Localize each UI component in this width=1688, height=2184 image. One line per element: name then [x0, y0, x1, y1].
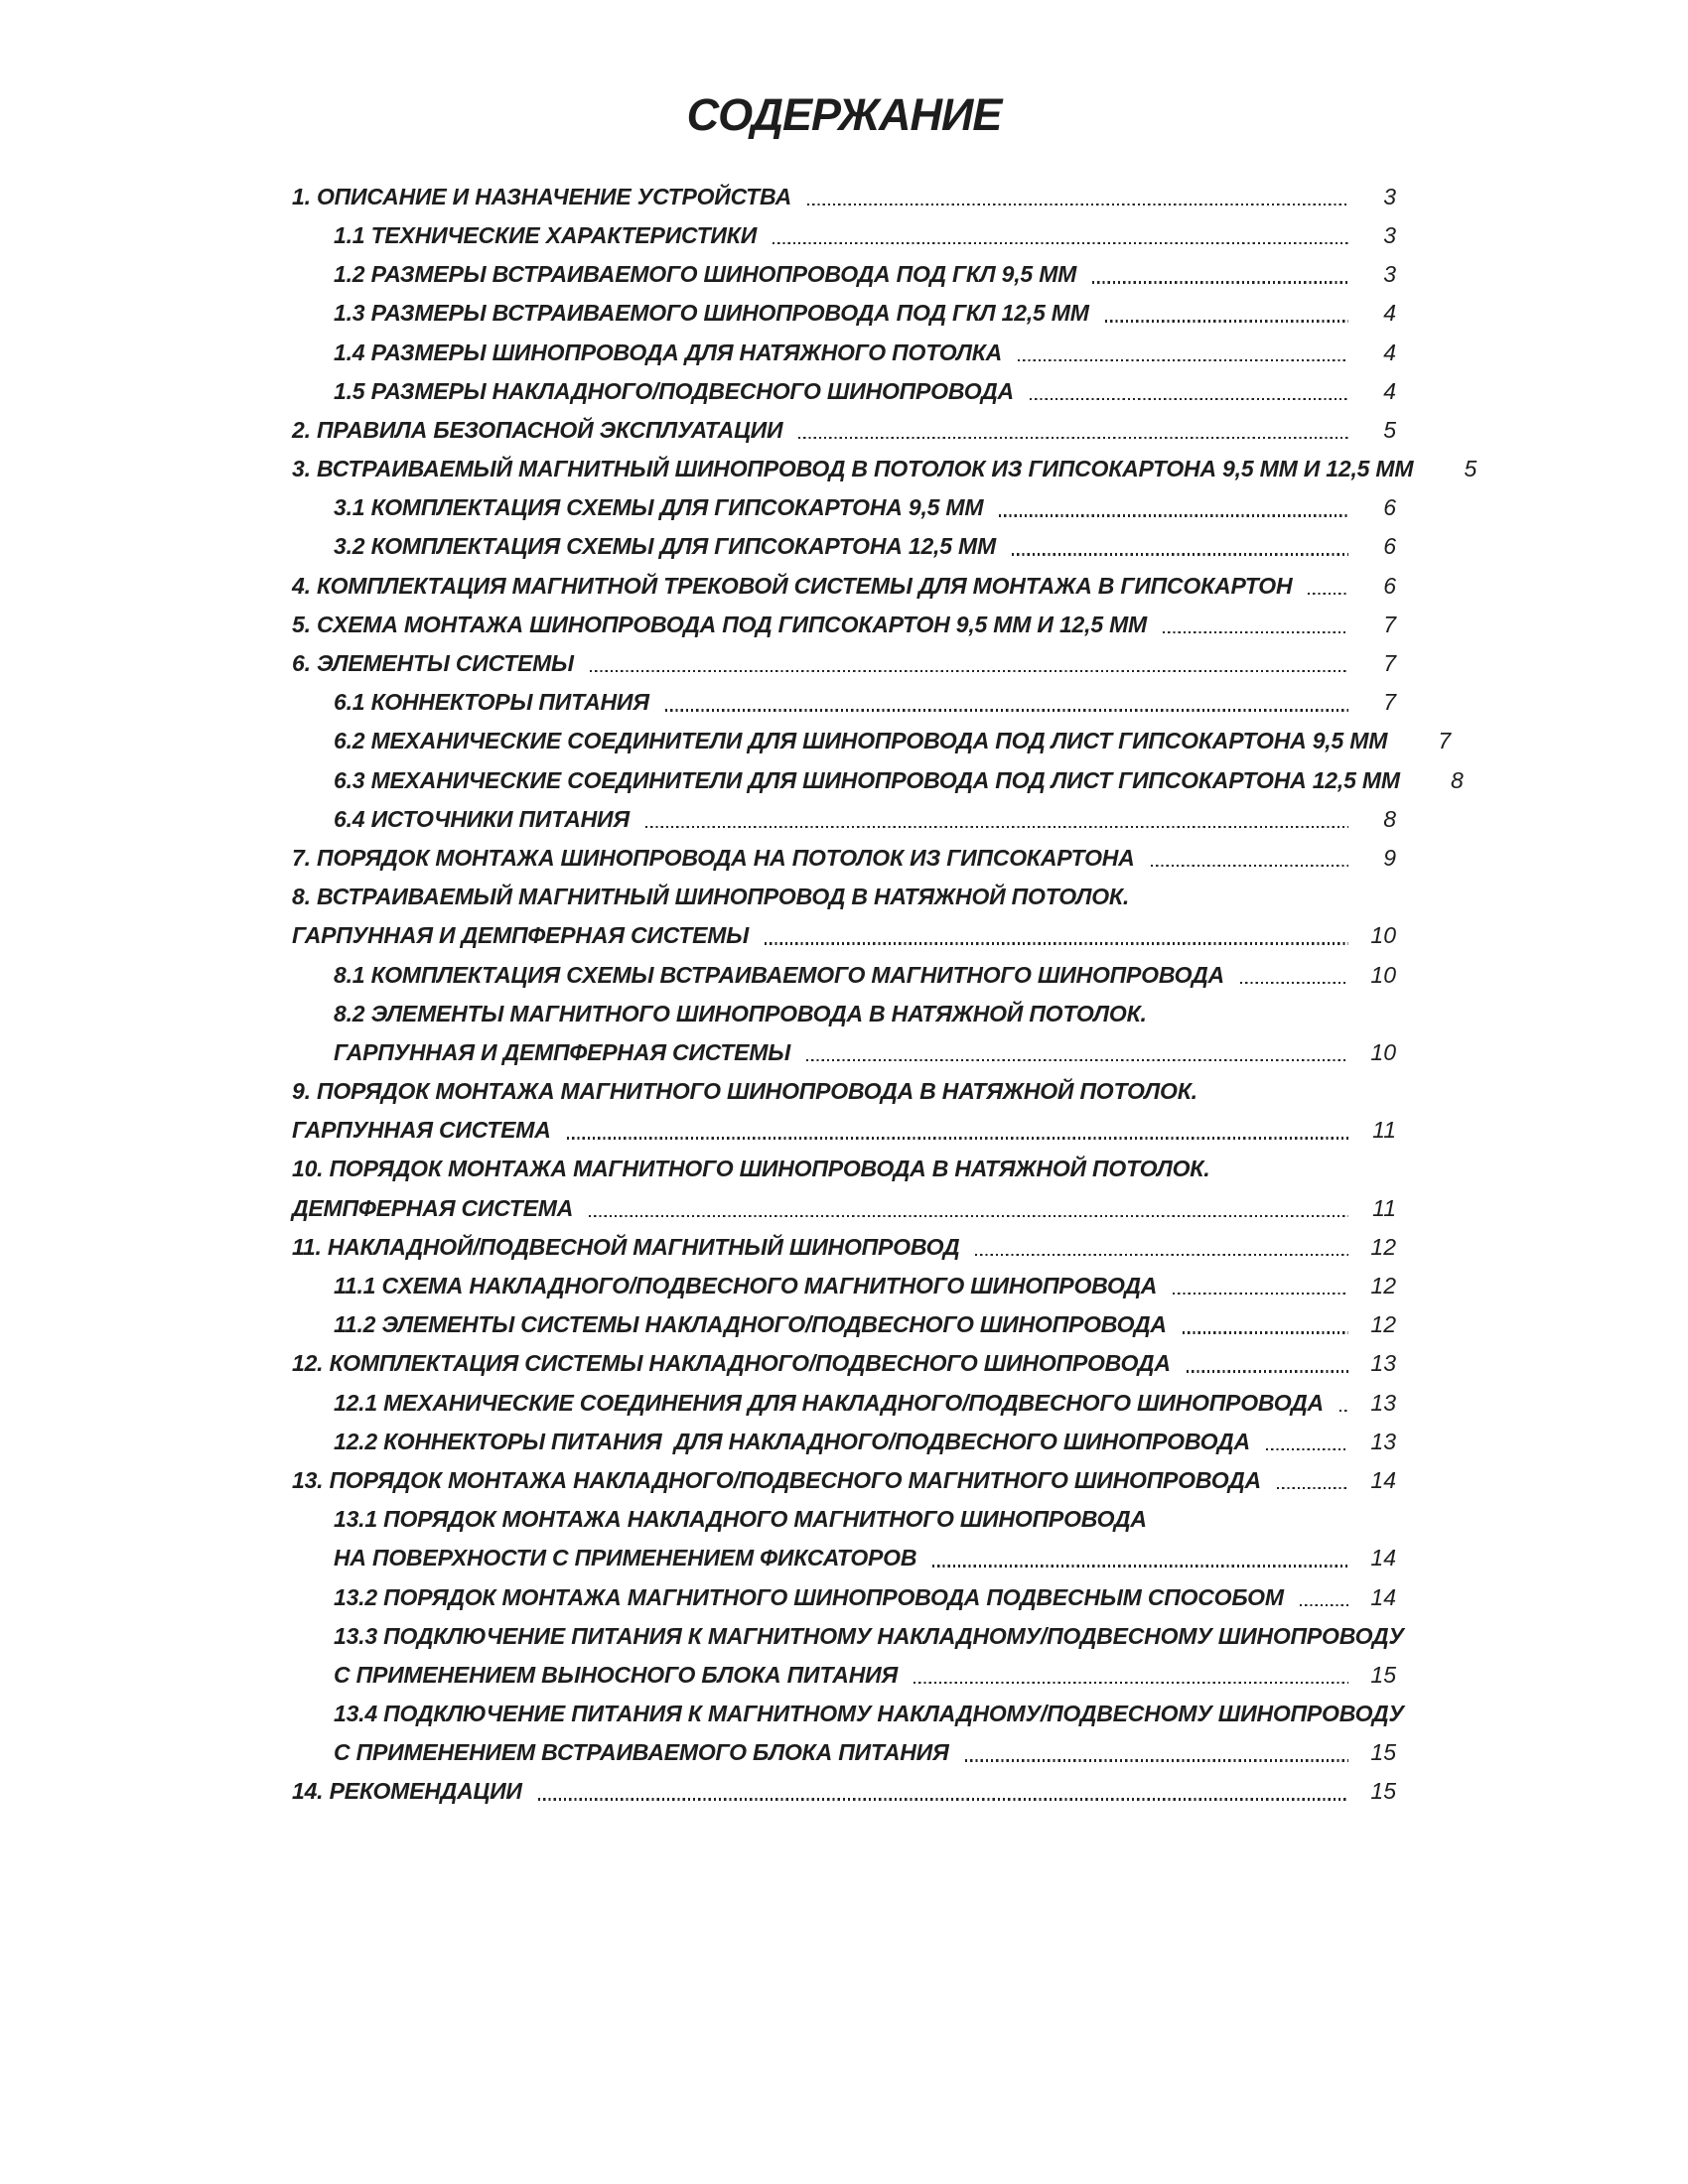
toc-page-number: 11	[1372, 1194, 1396, 1221]
toc-page-number: 3	[1383, 183, 1396, 209]
toc-entry	[292, 988, 1396, 1026]
dotted-leader	[1163, 631, 1348, 633]
toc-entry-text: 10. ПОРЯДОК МОНТАЖА МАГНИТНОГО ШИНОПРОВОДА В НАТЯЖНОЙ ПОТОЛОК.	[292, 1156, 1210, 1182]
toc-entry-text: НА ПОВЕРХНОСТИ С ПРИМЕНЕНИЕМ ФИКСАТОРОВ	[334, 1545, 917, 1571]
toc-entry	[292, 365, 1396, 404]
toc-page-number: 6	[1383, 494, 1396, 521]
toc-page-number: 14	[1370, 1466, 1396, 1493]
dotted-leader	[807, 204, 1348, 205]
toc-page-number: 13	[1370, 1350, 1396, 1377]
toc-entry	[292, 1649, 1396, 1688]
dotted-leader	[1277, 1487, 1348, 1489]
toc-page-number: 13	[1370, 1428, 1396, 1454]
toc-page-number: 9	[1383, 844, 1396, 871]
toc-page-number: 10	[1370, 961, 1396, 988]
toc-entry-text: 9. ПОРЯДОК МОНТАЖА МАГНИТНОГО ШИНОПРОВОДА В НАТЯЖНОЙ ПОТОЛОК.	[292, 1078, 1197, 1105]
toc-entry-text: 6. ЭЛЕМЕНТЫ СИСТЕМЫ	[292, 650, 574, 676]
toc-page-number: 10	[1370, 922, 1396, 949]
toc-entry-text: 1. ОПИСАНИЕ И НАЗНАЧЕНИЕ УСТРОЙСТВА	[292, 183, 791, 209]
toc-entry	[292, 1065, 1396, 1104]
toc-entry	[292, 248, 1396, 287]
toc-entry-text: 6.2 МЕХАНИЧЕСКИЕ СОЕДИНИТЕЛИ ДЛЯ ШИНОПРОВОДА ПОД ЛИСТ ГИПСОКАРТОНА 9,5 ММ	[334, 728, 1388, 754]
toc-entry	[292, 599, 1396, 637]
toc-entry-text: 1.2 РАЗМЕРЫ ВСТРАИВАЕМОГО ШИНОПРОВОДА ПОД ГКЛ 9,5 ММ	[334, 261, 1077, 288]
dotted-leader	[1183, 1331, 1348, 1333]
toc-page-number: 4	[1383, 339, 1396, 365]
toc-entry-text: 3. ВСТРАИВАЕМЫЙ МАГНИТНЫЙ ШИНОПРОВОД В ПОТОЛОК ИЗ ГИПСОКАРТОНА 9,5 ММ И 12,5 ММ	[292, 456, 1414, 482]
toc-page-number: 7	[1383, 611, 1396, 637]
toc-page-number: 11	[1372, 1117, 1396, 1144]
toc-page-number: 12	[1370, 1311, 1396, 1338]
toc-entry	[292, 910, 1396, 949]
dotted-leader	[590, 670, 1348, 672]
toc-entry-text: ГАРПУННАЯ И ДЕМПФЕРНАЯ СИСТЕМЫ	[334, 1038, 791, 1065]
dotted-leader	[1187, 1370, 1348, 1372]
toc-page-number: 6	[1383, 533, 1396, 560]
toc-entry	[292, 1105, 1396, 1144]
toc-entry	[292, 716, 1452, 754]
toc-page-number: 8	[1450, 766, 1464, 793]
dotted-leader	[773, 242, 1348, 244]
toc-entry-text: ДЕМПФЕРНАЯ СИСТЕМА	[292, 1194, 574, 1221]
toc-page-number: 14	[1370, 1545, 1396, 1571]
toc-entry-text: 1.4 РАЗМЕРЫ ШИНОПРОВОДА ДЛЯ НАТЯЖНОГО ПОТОЛКА	[334, 339, 1003, 365]
dotted-leader	[538, 1798, 1348, 1800]
toc-entry-text: 13. ПОРЯДОК МОНТАЖА НАКЛАДНОГО/ПОДВЕСНОГО МАГНИТНОГО ШИНОПРОВОДА	[292, 1466, 1261, 1493]
toc-entry	[292, 832, 1396, 871]
toc-page-number: 12	[1370, 1233, 1396, 1260]
toc-entry	[292, 676, 1396, 715]
toc-entry	[292, 1533, 1396, 1571]
dotted-leader	[914, 1682, 1348, 1684]
dotted-leader	[999, 514, 1348, 516]
toc-entry	[292, 1338, 1396, 1377]
toc-entry-text: ГАРПУННАЯ И ДЕМПФЕРНАЯ СИСТЕМЫ	[292, 922, 750, 949]
toc-entry-text: С ПРИМЕНЕНИЕМ ВЫНОСНОГО БЛОКА ПИТАНИЯ	[334, 1661, 899, 1688]
toc-list	[292, 171, 1477, 1805]
toc-entry-text: 6.4 ИСТОЧНИКИ ПИТАНИЯ	[334, 805, 630, 832]
toc-page-number: 15	[1370, 1778, 1396, 1805]
dotted-leader	[1030, 398, 1348, 400]
dotted-leader	[1012, 553, 1348, 555]
toc-entry-text: 12.2 КОННЕКТОРЫ ПИТАНИЯ ДЛЯ НАКЛАДНОГО/ПОДВЕСНОГО ШИНОПРОВОДА	[334, 1428, 1250, 1454]
toc-entry	[292, 1416, 1396, 1454]
dotted-leader	[665, 709, 1348, 711]
toc-entry-text: 7. ПОРЯДОК МОНТАЖА ШИНОПРОВОДА НА ПОТОЛОК ИЗ ГИПСОКАРТОНА	[292, 844, 1135, 871]
dotted-leader	[1173, 1293, 1348, 1295]
dotted-leader	[932, 1565, 1348, 1567]
toc-entry	[292, 288, 1396, 327]
toc-entry	[292, 171, 1396, 209]
toc-entry	[292, 1260, 1396, 1298]
dotted-leader	[806, 1059, 1348, 1061]
toc-entry-text: С ПРИМЕНЕНИЕМ ВСТРАИВАЕМОГО БЛОКА ПИТАНИЯ	[334, 1739, 949, 1766]
toc-entry	[292, 209, 1396, 248]
toc-entry	[292, 1221, 1396, 1260]
toc-page-number: 15	[1370, 1661, 1396, 1688]
dotted-leader	[1266, 1448, 1348, 1450]
toc-entry	[292, 1454, 1396, 1493]
toc-entry-text: 12. КОМПЛЕКТАЦИЯ СИСТЕМЫ НАКЛАДНОГО/ПОДВЕСНОГО ШИНОПРОВОДА	[292, 1350, 1171, 1377]
toc-entry-text: 11.1 СХЕМА НАКЛАДНОГО/ПОДВЕСНОГО МАГНИТНОГО ШИНОПРОВОДА	[334, 1273, 1158, 1298]
toc-page-number: 3	[1383, 261, 1396, 288]
toc-entry-text: 8.2 ЭЛЕМЕНТЫ МАГНИТНОГО ШИНОПРОВОДА В НАТЯЖНОЙ ПОТОЛОК.	[334, 1000, 1147, 1026]
toc-entry	[292, 1026, 1396, 1065]
toc-title: СОДЕРЖАНИЕ	[686, 89, 1002, 140]
toc-entry-text: 4. КОМПЛЕКТАЦИЯ МАГНИТНОЙ ТРЕКОВОЙ СИСТЕМЫ ДЛЯ МОНТАЖА В ГИПСОКАРТОН	[292, 572, 1293, 599]
toc-page-number: 6	[1383, 572, 1396, 599]
toc-entry-text: 11. НАКЛАДНОЙ/ПОДВЕСНОЙ МАГНИТНЫЙ ШИНОПРОВОД	[292, 1233, 960, 1260]
dotted-leader	[1151, 865, 1348, 867]
toc-entry	[292, 482, 1396, 521]
toc-page-number: 7	[1438, 728, 1452, 754]
toc-entry	[292, 793, 1396, 832]
dotted-leader	[1240, 982, 1348, 984]
toc-entry-text: 8. ВСТРАИВАЕМЫЙ МАГНИТНЫЙ ШИНОПРОВОД В НАТЯЖНОЙ ПОТОЛОК.	[292, 884, 1130, 910]
toc-entry	[292, 1571, 1396, 1610]
toc-entry	[292, 1766, 1396, 1805]
toc-entry-text: 8.1 КОМПЛЕКТАЦИЯ СХЕМЫ ВСТРАИВАЕМОГО МАГНИТНОГО ШИНОПРОВОДА	[334, 961, 1224, 988]
toc-entry-text: 1.3 РАЗМЕРЫ ВСТРАИВАЕМОГО ШИНОПРОВОДА ПОД ГКЛ 12,5 ММ	[334, 300, 1089, 327]
toc-entry	[292, 871, 1396, 909]
toc-entry	[292, 443, 1477, 482]
toc-entry-text: ГАРПУННАЯ СИСТЕМА	[292, 1117, 551, 1144]
dotted-leader	[965, 1759, 1348, 1761]
toc-entry	[292, 521, 1396, 560]
toc-page-number: 4	[1383, 377, 1396, 404]
toc-entry-text: 6.1 КОННЕКТОРЫ ПИТАНИЯ	[334, 689, 649, 716]
toc-entry	[292, 404, 1396, 443]
dotted-leader	[1308, 593, 1348, 595]
toc-entry-text: 5. СХЕМА МОНТАЖА ШИНОПРОВОДА ПОД ГИПСОКАРТОН 9,5 ММ И 12,5 ММ	[292, 611, 1148, 637]
toc-entry	[292, 327, 1396, 365]
toc-entry-text: 12.1 МЕХАНИЧЕСКИЕ СОЕДИНЕНИЯ ДЛЯ НАКЛАДНОГО/ПОДВЕСНОГО ШИНОПРОВОДА	[334, 1389, 1324, 1416]
toc-entry-text: 13.1 ПОРЯДОК МОНТАЖА НАКЛАДНОГО МАГНИТНОГО ШИНОПРОВОДА	[334, 1506, 1147, 1533]
toc-entry	[292, 754, 1464, 793]
toc-entry	[292, 637, 1396, 676]
toc-page-number: 12	[1370, 1273, 1396, 1298]
dotted-leader	[589, 1215, 1348, 1217]
toc-page-number: 10	[1370, 1038, 1396, 1065]
dotted-leader	[1300, 1604, 1348, 1606]
toc-entry	[292, 1727, 1396, 1766]
toc-page-number: 5	[1464, 456, 1477, 482]
toc-entry-text: 1.1 ТЕХНИЧЕСКИЕ ХАРАКТЕРИСТИКИ	[334, 221, 758, 248]
toc-entry	[292, 1182, 1396, 1221]
toc-entry-text: 6.3 МЕХАНИЧЕСКИЕ СОЕДИНИТЕЛИ ДЛЯ ШИНОПРОВОДА ПОД ЛИСТ ГИПСОКАРТОНА 12,5 ММ	[334, 766, 1400, 793]
toc-page-number: 7	[1383, 689, 1396, 716]
dotted-leader	[765, 942, 1348, 944]
toc-page-number: 3	[1383, 221, 1396, 248]
toc-entry-text: 2. ПРАВИЛА БЕЗОПАСНОЙ ЭКСПЛУАТАЦИИ	[292, 416, 783, 443]
toc-entry-text: 3.1 КОМПЛЕКТАЦИЯ СХЕМЫ ДЛЯ ГИПСОКАРТОНА 9,5 ММ	[334, 494, 984, 521]
dotted-leader	[975, 1254, 1348, 1256]
toc-entry-text: 13.3 ПОДКЛЮЧЕНИЕ ПИТАНИЯ К МАГНИТНОМУ НАКЛАДНОМУ/ПОДВЕСНОМУ ШИНОПРОВОДУ	[334, 1622, 1404, 1649]
dotted-leader	[1105, 320, 1348, 322]
toc-entry-text: 11.2 ЭЛЕМЕНТЫ СИСТЕМЫ НАКЛАДНОГО/ПОДВЕСНОГО ШИНОПРОВОДА	[334, 1311, 1167, 1338]
toc-entry-text: 13.2 ПОРЯДОК МОНТАЖА МАГНИТНОГО ШИНОПРОВОДА ПОДВЕСНЫМ СПОСОБОМ	[334, 1583, 1284, 1610]
toc-page-number: 14	[1370, 1583, 1396, 1610]
toc-page-number: 5	[1383, 416, 1396, 443]
toc-entry	[292, 560, 1396, 599]
toc-entry	[292, 1688, 1404, 1727]
toc-entry-text: 3.2 КОМПЛЕКТАЦИЯ СХЕМЫ ДЛЯ ГИПСОКАРТОНА 12,5 ММ	[334, 533, 996, 560]
dotted-leader	[1092, 281, 1348, 283]
toc-entry	[292, 1493, 1396, 1532]
toc-entry	[292, 949, 1396, 988]
toc-entry	[292, 1144, 1396, 1182]
toc-page-number: 4	[1383, 300, 1396, 327]
toc-page-number: 13	[1370, 1389, 1396, 1416]
toc-entry-text: 1.5 РАЗМЕРЫ НАКЛАДНОГО/ПОДВЕСНОГО ШИНОПРОВОДА	[334, 377, 1014, 404]
dotted-leader	[645, 826, 1348, 828]
toc-page-number: 15	[1370, 1739, 1396, 1766]
toc-entry	[292, 1377, 1396, 1416]
toc-entry-text: 13.4 ПОДКЛЮЧЕНИЕ ПИТАНИЯ К МАГНИТНОМУ НАКЛАДНОМУ/ПОДВЕСНОМУ ШИНОПРОВОДУ	[334, 1701, 1404, 1727]
dotted-leader	[567, 1137, 1348, 1139]
dotted-leader	[1018, 359, 1348, 361]
toc-entry	[292, 1610, 1404, 1649]
dotted-leader	[1339, 1410, 1348, 1412]
toc-entry-text: 14. РЕКОМЕНДАЦИИ	[292, 1778, 522, 1805]
toc-page-number: 7	[1383, 650, 1396, 676]
toc-entry	[292, 1298, 1396, 1337]
dotted-leader	[798, 437, 1348, 439]
toc-page-number: 8	[1383, 805, 1396, 832]
